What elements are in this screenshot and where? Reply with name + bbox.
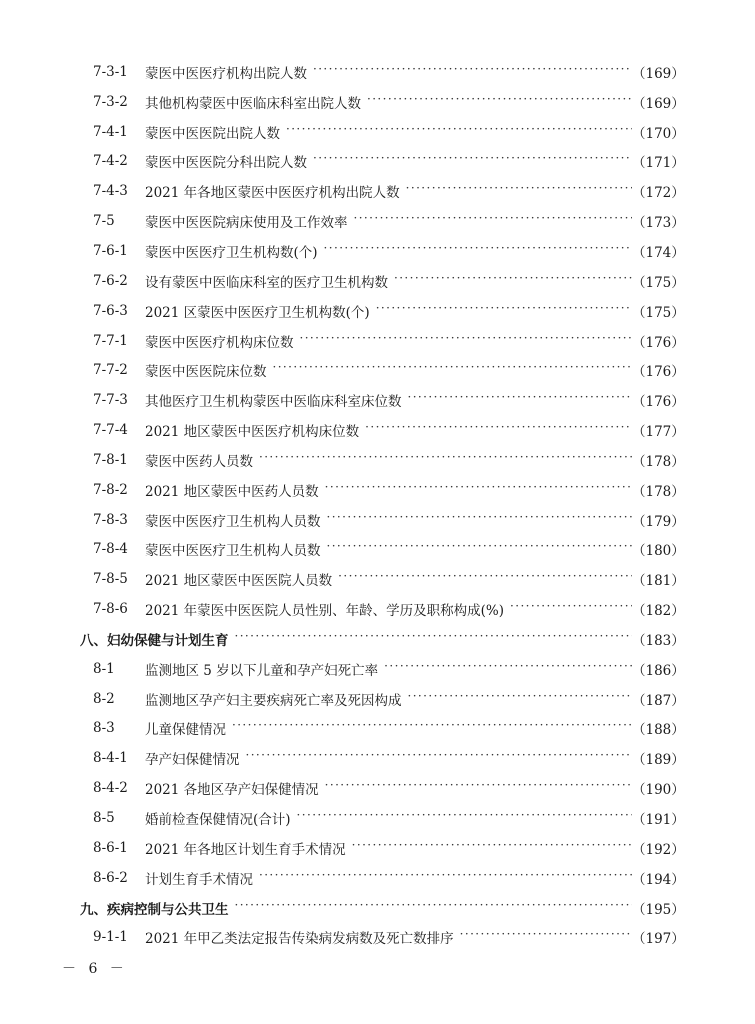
- toc-entry-page: （178）: [632, 453, 685, 470]
- toc-entry-page: （181）: [632, 573, 685, 590]
- toc-entry-title: 蒙医中医医疗机构出院人数: [145, 65, 307, 82]
- leader-dots: [324, 244, 632, 258]
- toc-entry[interactable]: [80, 176, 684, 206]
- leader-dots: [313, 154, 632, 168]
- toc-entry-page: （176）: [632, 334, 685, 351]
- toc-entry[interactable]: [80, 87, 684, 117]
- leader-dots: [297, 811, 632, 825]
- toc-entry[interactable]: [80, 833, 684, 863]
- leader-dots: [235, 901, 633, 915]
- toc-entry[interactable]: [80, 564, 684, 594]
- leader-dots: [273, 363, 633, 377]
- toc-entry-number: 7-4-2: [93, 153, 128, 170]
- leader-dots: [510, 602, 632, 616]
- toc-section-heading[interactable]: [80, 624, 684, 654]
- toc-entry-title: 蒙医中医药人员数: [145, 453, 253, 470]
- toc-entry-page: （188）: [632, 722, 685, 739]
- toc-entry-number: 8-1: [93, 660, 115, 677]
- toc-entry-number: 7-8-5: [93, 571, 128, 588]
- toc-entry-page: （180）: [632, 543, 685, 560]
- leader-dots: [408, 692, 633, 706]
- toc-entry-title: 2021 地区蒙医中医医院人员数: [145, 573, 333, 590]
- leader-dots: [300, 334, 633, 348]
- toc-entry-number: 8-2: [93, 690, 115, 707]
- toc-entry-page: （176）: [632, 394, 685, 411]
- toc-entry[interactable]: [80, 117, 684, 147]
- toc-entry-page: （192）: [632, 841, 685, 858]
- toc-entry-title: 2021 地区蒙医中医药人员数: [145, 483, 319, 500]
- toc-entry-number: 7-8-2: [93, 481, 128, 498]
- leader-dots: [325, 483, 632, 497]
- toc-entry[interactable]: [80, 236, 684, 266]
- leader-dots: [325, 781, 632, 795]
- toc-entry[interactable]: [80, 594, 684, 624]
- toc-entry-title: 九、疾病控制与公共卫生: [80, 901, 229, 918]
- toc-entry-page: （179）: [632, 513, 685, 530]
- leader-dots: [286, 125, 632, 139]
- toc-entry-title: 蒙医中医医疗卫生机构人员数: [145, 513, 321, 530]
- toc-entry-number: 8-6-2: [93, 869, 128, 886]
- toc-entry-page: （191）: [632, 812, 685, 829]
- toc-entry-number: 7-7-1: [93, 332, 128, 349]
- toc-entry-page: （197）: [632, 931, 685, 948]
- page-number-footer: － 6 －: [62, 961, 128, 977]
- toc-entry-page: （170）: [632, 125, 685, 142]
- toc-entry-title: 2021 各地区孕产妇保健情况: [145, 782, 319, 799]
- leader-dots: [406, 184, 632, 198]
- toc-entry-number: 7-7-2: [93, 362, 128, 379]
- toc-entry-title: 其他机构蒙医中医临床科室出院人数: [145, 95, 361, 112]
- toc-entry-title: 计划生育手术情况: [145, 871, 253, 888]
- leader-dots: [235, 632, 633, 646]
- leader-dots: [259, 871, 632, 885]
- toc-entry-number: 8-4-1: [93, 750, 128, 767]
- toc-entry-number: 7-8-4: [93, 541, 128, 558]
- toc-entry[interactable]: [80, 385, 684, 415]
- leader-dots: [460, 930, 632, 944]
- leader-dots: [246, 751, 633, 765]
- toc-entry-number: 8-5: [93, 810, 115, 827]
- toc-entry-page: （187）: [632, 692, 685, 709]
- toc-entry[interactable]: [80, 863, 684, 893]
- toc-entry-title: 监测地区 5 岁以下儿童和孕产妇死亡率: [145, 662, 379, 679]
- toc-entry-page: （183）: [632, 632, 685, 649]
- toc-entry[interactable]: [80, 296, 684, 326]
- toc-entry-title: 监测地区孕产妇主要疾病死亡率及死因构成: [145, 692, 402, 709]
- toc-entry-number: 7-8-3: [93, 511, 128, 528]
- leader-dots: [394, 274, 632, 288]
- toc-entry-number: 7-6-1: [93, 242, 128, 259]
- toc-entry-title: 其他医疗卫生机构蒙医中医临床科室床位数: [145, 394, 402, 411]
- toc-entry[interactable]: [80, 803, 684, 833]
- leader-dots: [338, 572, 632, 586]
- leader-dots: [354, 214, 633, 228]
- toc-entry[interactable]: [80, 922, 684, 952]
- table-of-contents: [80, 57, 684, 952]
- toc-entry-title: 儿童保健情况: [145, 722, 226, 739]
- toc-entry-title: 蒙医中医医院分科出院人数: [145, 155, 307, 172]
- toc-entry-number: 8-4-2: [93, 780, 128, 797]
- toc-entry[interactable]: [80, 326, 684, 356]
- toc-entry-page: （189）: [632, 752, 685, 769]
- toc-entry[interactable]: [80, 147, 684, 177]
- toc-entry[interactable]: [80, 535, 684, 565]
- toc-entry-number: 7-4-1: [93, 123, 128, 140]
- toc-entry-number: 7-6-2: [93, 272, 128, 289]
- toc-entry-page: （182）: [632, 603, 685, 620]
- toc-entry-title: 蒙医中医医院出院人数: [145, 125, 280, 142]
- toc-entry-number: 7-5: [93, 213, 115, 230]
- toc-entry-title: 蒙医中医医疗卫生机构人员数: [145, 543, 321, 560]
- toc-entry-page: （171）: [632, 155, 685, 172]
- toc-section-heading[interactable]: [80, 893, 684, 923]
- toc-entry[interactable]: [80, 206, 684, 236]
- toc-entry[interactable]: [80, 684, 684, 714]
- toc-entry-number: 8-6-1: [93, 839, 128, 856]
- toc-entry-title: 2021 年蒙医中医医院人员性别、年龄、学历及职称构成(%): [145, 603, 505, 620]
- toc-entry-title: 2021 年甲乙类法定报告传染病发病数及死亡数排序: [145, 931, 454, 948]
- toc-entry[interactable]: [80, 654, 684, 684]
- leader-dots: [232, 721, 632, 735]
- toc-entry-number: 7-3-2: [93, 93, 128, 110]
- toc-entry-title: 八、妇幼保健与计划生育: [80, 632, 229, 649]
- toc-entry-page: （194）: [632, 871, 685, 888]
- leader-dots: [365, 423, 632, 437]
- toc-entry-number: 7-6-3: [93, 302, 128, 319]
- leader-dots: [384, 662, 632, 676]
- toc-entry-page: （172）: [632, 185, 685, 202]
- toc-entry-number: 7-7-4: [93, 422, 128, 439]
- toc-entry-page: （190）: [632, 782, 685, 799]
- toc-entry[interactable]: [80, 355, 684, 385]
- toc-entry-page: （174）: [632, 244, 685, 261]
- toc-entry-page: （195）: [632, 901, 685, 918]
- toc-entry-title: 蒙医中医医院病床使用及工作效率: [145, 215, 348, 232]
- toc-entry-page: （175）: [632, 304, 685, 321]
- toc-entry[interactable]: [80, 505, 684, 535]
- toc-entry[interactable]: [80, 57, 684, 87]
- toc-entry-number: 7-8-1: [93, 451, 128, 468]
- toc-entry-page: （173）: [632, 215, 685, 232]
- toc-entry-title: 2021 区蒙医中医医疗卫生机构数(个): [145, 304, 370, 321]
- toc-entry-page: （169）: [632, 95, 685, 112]
- leader-dots: [313, 65, 632, 79]
- toc-entry[interactable]: [80, 475, 684, 505]
- toc-entry-title: 孕产妇保健情况: [145, 752, 240, 769]
- toc-entry-title: 2021 年各地区蒙医中医医疗机构出院人数: [145, 185, 400, 202]
- toc-entry-title: 2021 地区蒙医中医医疗机构床位数: [145, 424, 360, 441]
- toc-entry-title: 设有蒙医中医临床科室的医疗卫生机构数: [145, 274, 388, 291]
- toc-entry-title: 婚前检查保健情况(合计): [145, 812, 291, 829]
- toc-entry-page: （169）: [632, 65, 685, 82]
- toc-entry-page: （176）: [632, 364, 685, 381]
- leader-dots: [352, 841, 632, 855]
- toc-entry-title: 蒙医中医医疗卫生机构数(个): [145, 244, 318, 261]
- toc-entry[interactable]: [80, 445, 684, 475]
- toc-entry[interactable]: [80, 266, 684, 296]
- toc-entry-number: 9-1-1: [93, 929, 128, 946]
- toc-entry-title: 蒙医中医医疗机构床位数: [145, 334, 294, 351]
- toc-entry-page: （177）: [632, 424, 685, 441]
- toc-entry-number: 7-8-6: [93, 601, 128, 618]
- toc-entry[interactable]: [80, 773, 684, 803]
- toc-entry-page: （178）: [632, 483, 685, 500]
- toc-entry-title: 蒙医中医医院床位数: [145, 364, 267, 381]
- toc-entry-number: 7-4-3: [93, 183, 128, 200]
- leader-dots: [376, 304, 632, 318]
- toc-entry[interactable]: [80, 415, 684, 445]
- toc-entry-number: 7-7-3: [93, 392, 128, 409]
- leader-dots: [367, 95, 632, 109]
- toc-entry[interactable]: [80, 714, 684, 744]
- toc-entry-title: 2021 年各地区计划生育手术情况: [145, 841, 346, 858]
- toc-entry-page: （175）: [632, 274, 685, 291]
- leader-dots: [327, 513, 633, 527]
- toc-entry-page: （186）: [632, 662, 685, 679]
- toc-entry[interactable]: [80, 743, 684, 773]
- leader-dots: [259, 453, 632, 467]
- leader-dots: [327, 542, 633, 556]
- toc-entry-number: 8-3: [93, 720, 115, 737]
- leader-dots: [408, 393, 633, 407]
- toc-entry-number: 7-3-1: [93, 63, 128, 80]
